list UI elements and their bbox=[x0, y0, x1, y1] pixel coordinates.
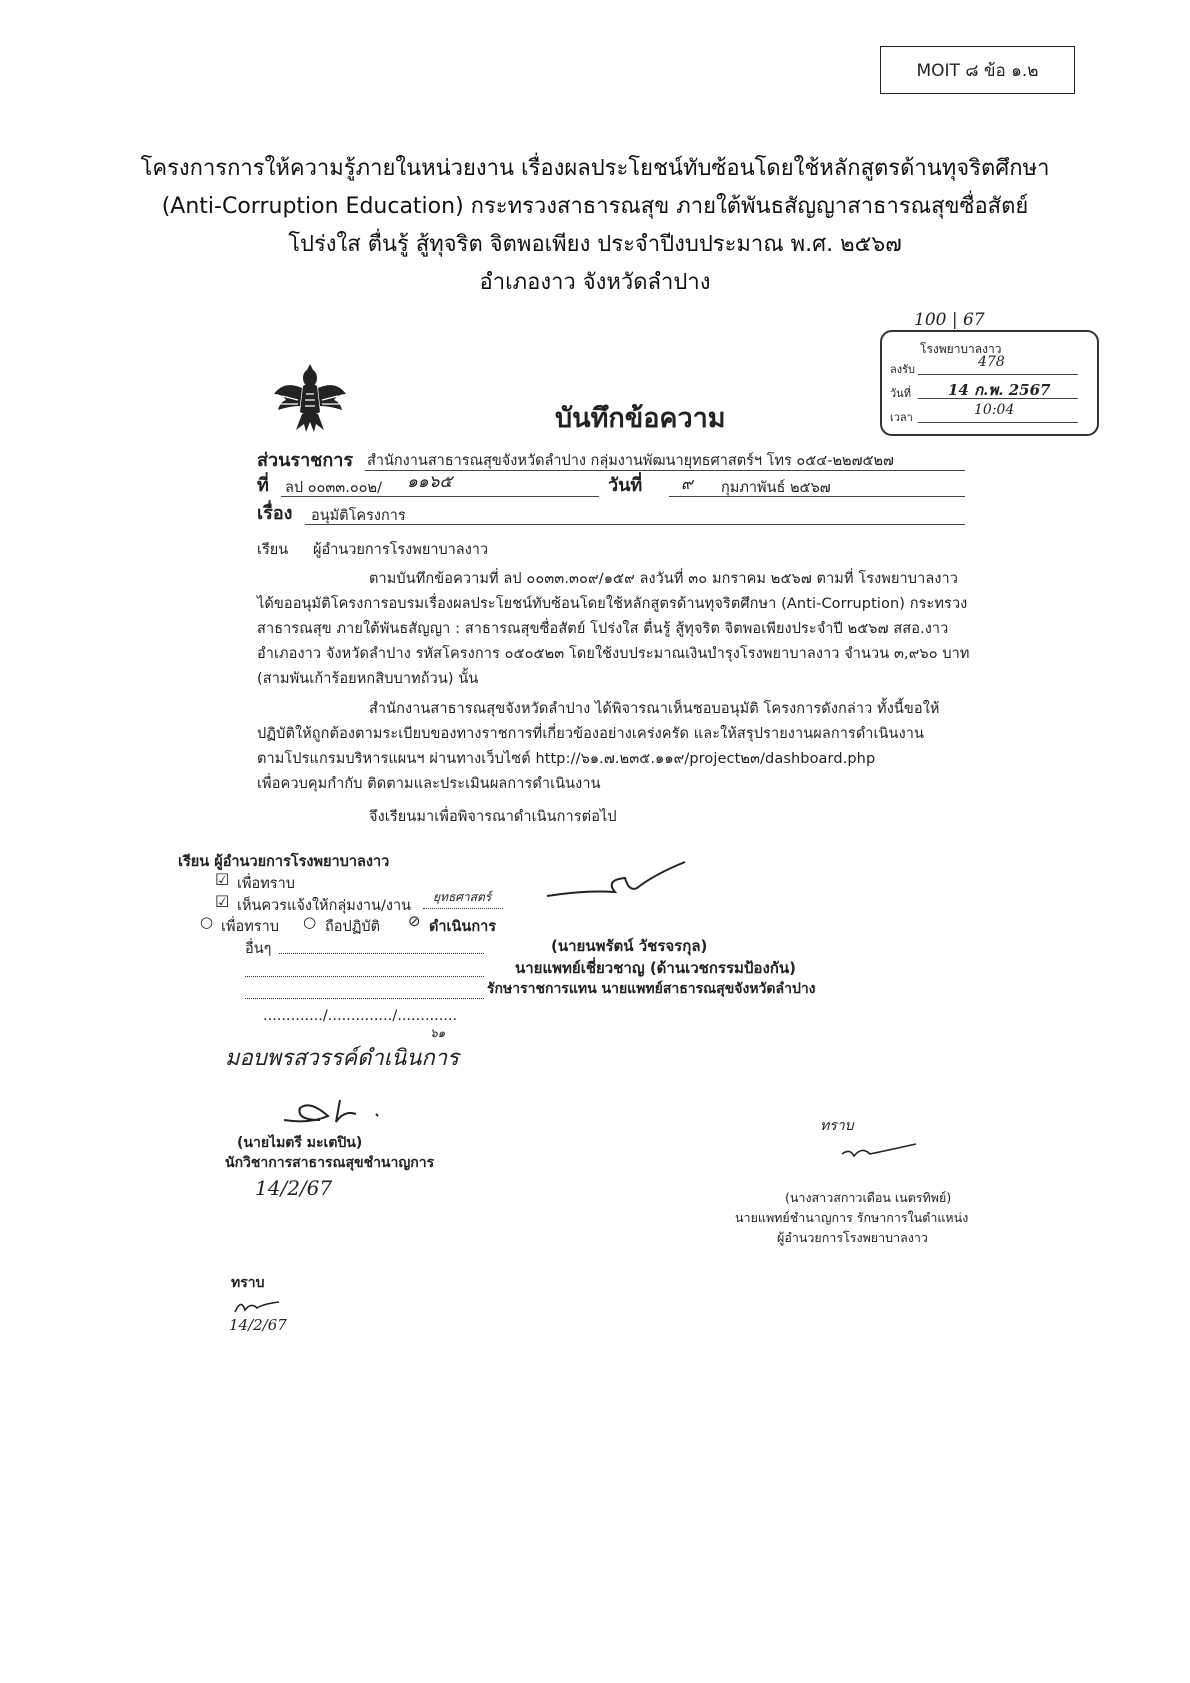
right-signer-name: (นางสาวสกาวเดือน เนตรทิพย์) bbox=[785, 1190, 952, 1205]
para1-line-1: ตามบันทึกข้อความที่ ลป ๐๐๓๓.๓๐๙/๑๕๙ ลงวันที่ ๓๐ มกราคม ๒๕๖๗ ตามที่ โรงพยาบาลงาว bbox=[369, 571, 958, 587]
checked-box-icon: ☑ bbox=[215, 892, 230, 911]
ref-value: ลป ๐๐๓๓.๐๐๒/ bbox=[285, 480, 382, 496]
stamp-date: 14 ก.พ. 2567 bbox=[948, 381, 1051, 399]
signer-name: (นายนพรัตน์ วัชรจรกุล) bbox=[551, 937, 708, 955]
routing-opt3: เพื่อทราบ bbox=[221, 919, 279, 935]
to-label: เรียน bbox=[257, 542, 289, 558]
routing-date-dots: ............./............../............. bbox=[263, 1008, 458, 1024]
routing-opt5: ดำเนินการ bbox=[429, 919, 497, 935]
para1-line-3: สาธารณสุข ภายใต้พันธสัญญา : สาธารณสุขซื่อสัตย์ โปร่งใส ตื่นรู้ สู้ทุจริต จิตพอเพียงประจำปี ๒๕๖๗ สสอ.งาว bbox=[257, 621, 949, 637]
para1-line-4: อำเภองาว จังหวัดลำปาง รหัสโครงการ ๐๕๐๕๒๓ โดยใช้งบประมาณเงินบำรุงโรงพยาบาลงาว จำนวน ๓,๙๖๐ บาท bbox=[257, 646, 970, 662]
radio-circle-icon: ○ bbox=[200, 913, 214, 931]
scanned-memo bbox=[175, 300, 1125, 1460]
routing-date-mark: ๖๑ bbox=[430, 1026, 446, 1040]
radio-checked-icon: ⊘ bbox=[408, 912, 421, 930]
para2-line-4: เพื่อควบคุมกำกับ ติดตามและประเมินผลการดำเนินงาน bbox=[257, 776, 601, 792]
title-line-4: อำเภองาว จังหวัดลำปาง bbox=[479, 270, 711, 295]
right-handwritten: ทราบ bbox=[820, 1118, 854, 1134]
stamp-recv-no: 478 bbox=[978, 354, 1005, 370]
stamp-date-label: วันที่ bbox=[890, 387, 911, 400]
date-value: กุมภาพันธ์ ๒๕๖๗ bbox=[721, 480, 831, 496]
date-day: ๙ bbox=[681, 474, 693, 493]
routing-to: เรียน ผู้อำนวยการโรงพยาบาลงาว bbox=[178, 854, 390, 870]
ref-handwritten: ๑๑๖๕ bbox=[407, 472, 453, 492]
routing-opt1: เพื่อทราบ bbox=[237, 876, 295, 892]
routing-opt2-hand: ยุทธศาสตร์ bbox=[433, 890, 492, 904]
ack-signature bbox=[233, 1294, 283, 1316]
para2-line-2: ปฏิบัติให้ถูกต้องตามระเบียบของทางราชการที่เกี่ยวข้องอย่างเคร่งครัด และให้สรุปรายงานผลการดำเนินงาน bbox=[257, 726, 924, 742]
left-signer-date: 14/2/67 bbox=[255, 1176, 333, 1200]
stamp-recv-label: ลงรับ bbox=[890, 363, 916, 376]
document-title bbox=[60, 150, 1130, 302]
receiving-stamp bbox=[880, 310, 1099, 436]
radio-circle-icon: ○ bbox=[303, 913, 317, 931]
to-value: ผู้อำนวยการโรงพยาบาลงาว bbox=[313, 542, 489, 558]
ref-label: ที่ bbox=[257, 475, 269, 496]
left-signer-name: (นายไมตรี มะเตปิน) bbox=[237, 1135, 363, 1151]
right-signer-position-2: ผู้อำนวยการโรงพยาบาลงาว bbox=[777, 1230, 928, 1245]
routing-other: อื่นๆ bbox=[245, 941, 272, 957]
stamp-top-note: 100 | 67 bbox=[914, 310, 985, 330]
signer-acting: รักษาราชการแทน นายแพทย์สาธารณสุขจังหวัดลำปาง bbox=[487, 981, 816, 997]
stamp-org: โรงพยาบาลงาว bbox=[920, 342, 1002, 356]
left-signature bbox=[280, 1080, 400, 1130]
right-signer-position-1: นายแพทย์ชำนาญการ รักษาการในตำแหน่ง bbox=[735, 1210, 969, 1225]
routing-opt4: ถือปฏิบัติ bbox=[325, 919, 381, 935]
stamp-time-label: เวลา bbox=[890, 411, 913, 424]
ack-label: ทราบ bbox=[231, 1275, 265, 1291]
para1-line-5: (สามพันเก้าร้อยหกสิบบาทถ้วน) นั้น bbox=[257, 671, 479, 687]
para2-line-1: สำนักงานสาธารณสุขจังหวัดลำปาง ได้พิจารณาเห็นชอบอนุมัติ โครงการดังกล่าว ทั้งนี้ขอให้ bbox=[369, 701, 940, 717]
division-label: ส่วนราชการ bbox=[257, 450, 354, 471]
director-signature bbox=[545, 858, 695, 908]
subject-label: เรื่อง bbox=[257, 503, 293, 524]
para1-line-2: ได้ขออนุมัติโครงการอบรมเรื่องผลประโยชน์ทับซ้อนโดยใช้หลักสูตรด้านทุจริตศึกษา (Anti-Corruption) กระทรวง bbox=[257, 596, 968, 612]
para2-line-3: ตามโปรแกรมบริหารแผนฯ ผ่านทางเว็บไซต์ http://๖๑.๗.๒๓๕.๑๑๙/project๒๓/dashboard.php bbox=[257, 751, 876, 767]
title-line-1: โครงการการให้ความรู้ภายในหน่วยงาน เรื่องผลประโยชน์ทับซ้อนโดยใช้หลักสูตรด้านทุจริตศึกษา bbox=[140, 156, 1050, 181]
right-signature bbox=[840, 1138, 920, 1164]
title-line-3: โปร่งใส ตื่นรู้ สู้ทุจริต จิตพอเพียง ประจำปีงบประมาณ พ.ศ. ๒๕๖๗ bbox=[288, 232, 902, 257]
signer-position: นายแพทย์เชี่ยวชาญ (ด้านเวชกรรมป้องกัน) bbox=[515, 959, 796, 977]
garuda-emblem-icon bbox=[270, 360, 350, 436]
memo-title: บันทึกข้อความ bbox=[555, 403, 726, 434]
date-label: วันที่ bbox=[608, 475, 643, 496]
division-value: สำนักงานสาธารณสุขจังหวัดลำปาง กลุ่มงานพัฒนายุทธศาสตร์ฯ โทร ๐๕๔-๒๒๗๕๒๗ bbox=[367, 453, 894, 469]
title-line-2: (Anti-Corruption Education) กระทรวงสาธารณสุข ภายใต้พันธสัญญาสาธารณสุขซื่อสัตย์ bbox=[161, 194, 1029, 219]
checked-box-icon: ☑ bbox=[215, 870, 230, 889]
routing-opt2: เห็นควรแจ้งให้กลุ่มงาน/งาน bbox=[237, 898, 411, 914]
closing-line: จึงเรียนมาเพื่อพิจารณาดำเนินการต่อไป bbox=[369, 809, 617, 825]
subject-value: อนุมัติโครงการ bbox=[311, 508, 406, 524]
handwritten-instruction: มอบพรสวรรค์ดำเนินการ bbox=[225, 1046, 459, 1071]
moit-reference-box: MOIT ๘ ข้อ ๑.๒ bbox=[880, 46, 1075, 94]
stamp-time: 10:04 bbox=[974, 402, 1015, 418]
ack-date: 14/2/67 bbox=[229, 1316, 287, 1334]
left-signer-position: นักวิชาการสาธารณสุขชำนาญการ bbox=[225, 1155, 435, 1171]
